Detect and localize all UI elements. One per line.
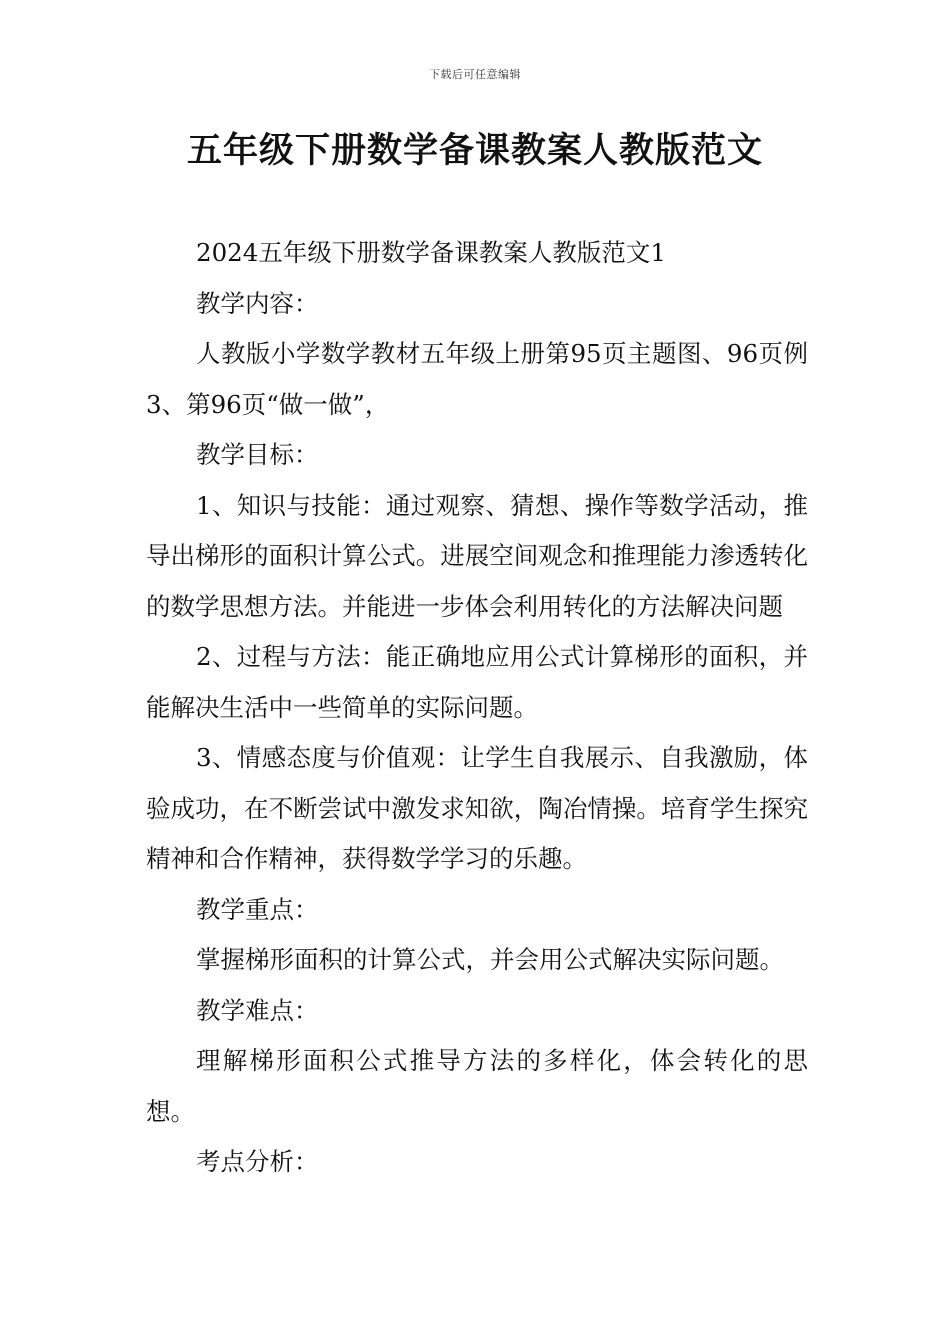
paragraph: 理解梯形面积公式推导方法的多样化，体会转化的思想。 [146,1046,808,1126]
paragraph-section-label: 教学难点： [196,995,319,1025]
paragraph: 1、知识与技能：通过观察、猜想、操作等数学活动，推导出梯形的面积计算公式。进展空间观念和推理能力渗透转化的数学思想方法。并能进一步体会利用转化的方法解决问题 [146,490,808,621]
document-body [146,228,808,1188]
paragraph-section-label: 教学重点： [196,894,319,924]
paragraph-section-label: 教学目标： [196,440,319,469]
paragraph-section-label: 考点分析： [196,1147,319,1176]
paragraph: 人教版小学数学教材五年级上册第95页主题图、96页例3、第96页“做一做”， [146,339,808,419]
paragraph: 3、情感态度与价值观：让学生自我展示、自我激励，体验成功，在不断尝试中激发求知欲，陶冶情操。培育学生探究精神和合作精神，获得数学学习的乐趣。 [146,743,808,873]
paragraph: 掌握梯形面积的计算公式，并会用公式解决实际问题。 [196,945,784,974]
paragraph: 2、过程与方法：能正确地应用公式计算梯形的面积，并能解决生活中一些简单的实际问题。 [146,642,808,722]
document-title: 五年级下册数学备课教案人教版范文 [186,131,763,171]
paragraph-section-label: 教学内容： [196,288,319,318]
paragraph-heading: 2024五年级下册数学备课教案人教版范文1 [196,238,666,267]
header-note: 下载后可任意编辑 [429,68,521,81]
